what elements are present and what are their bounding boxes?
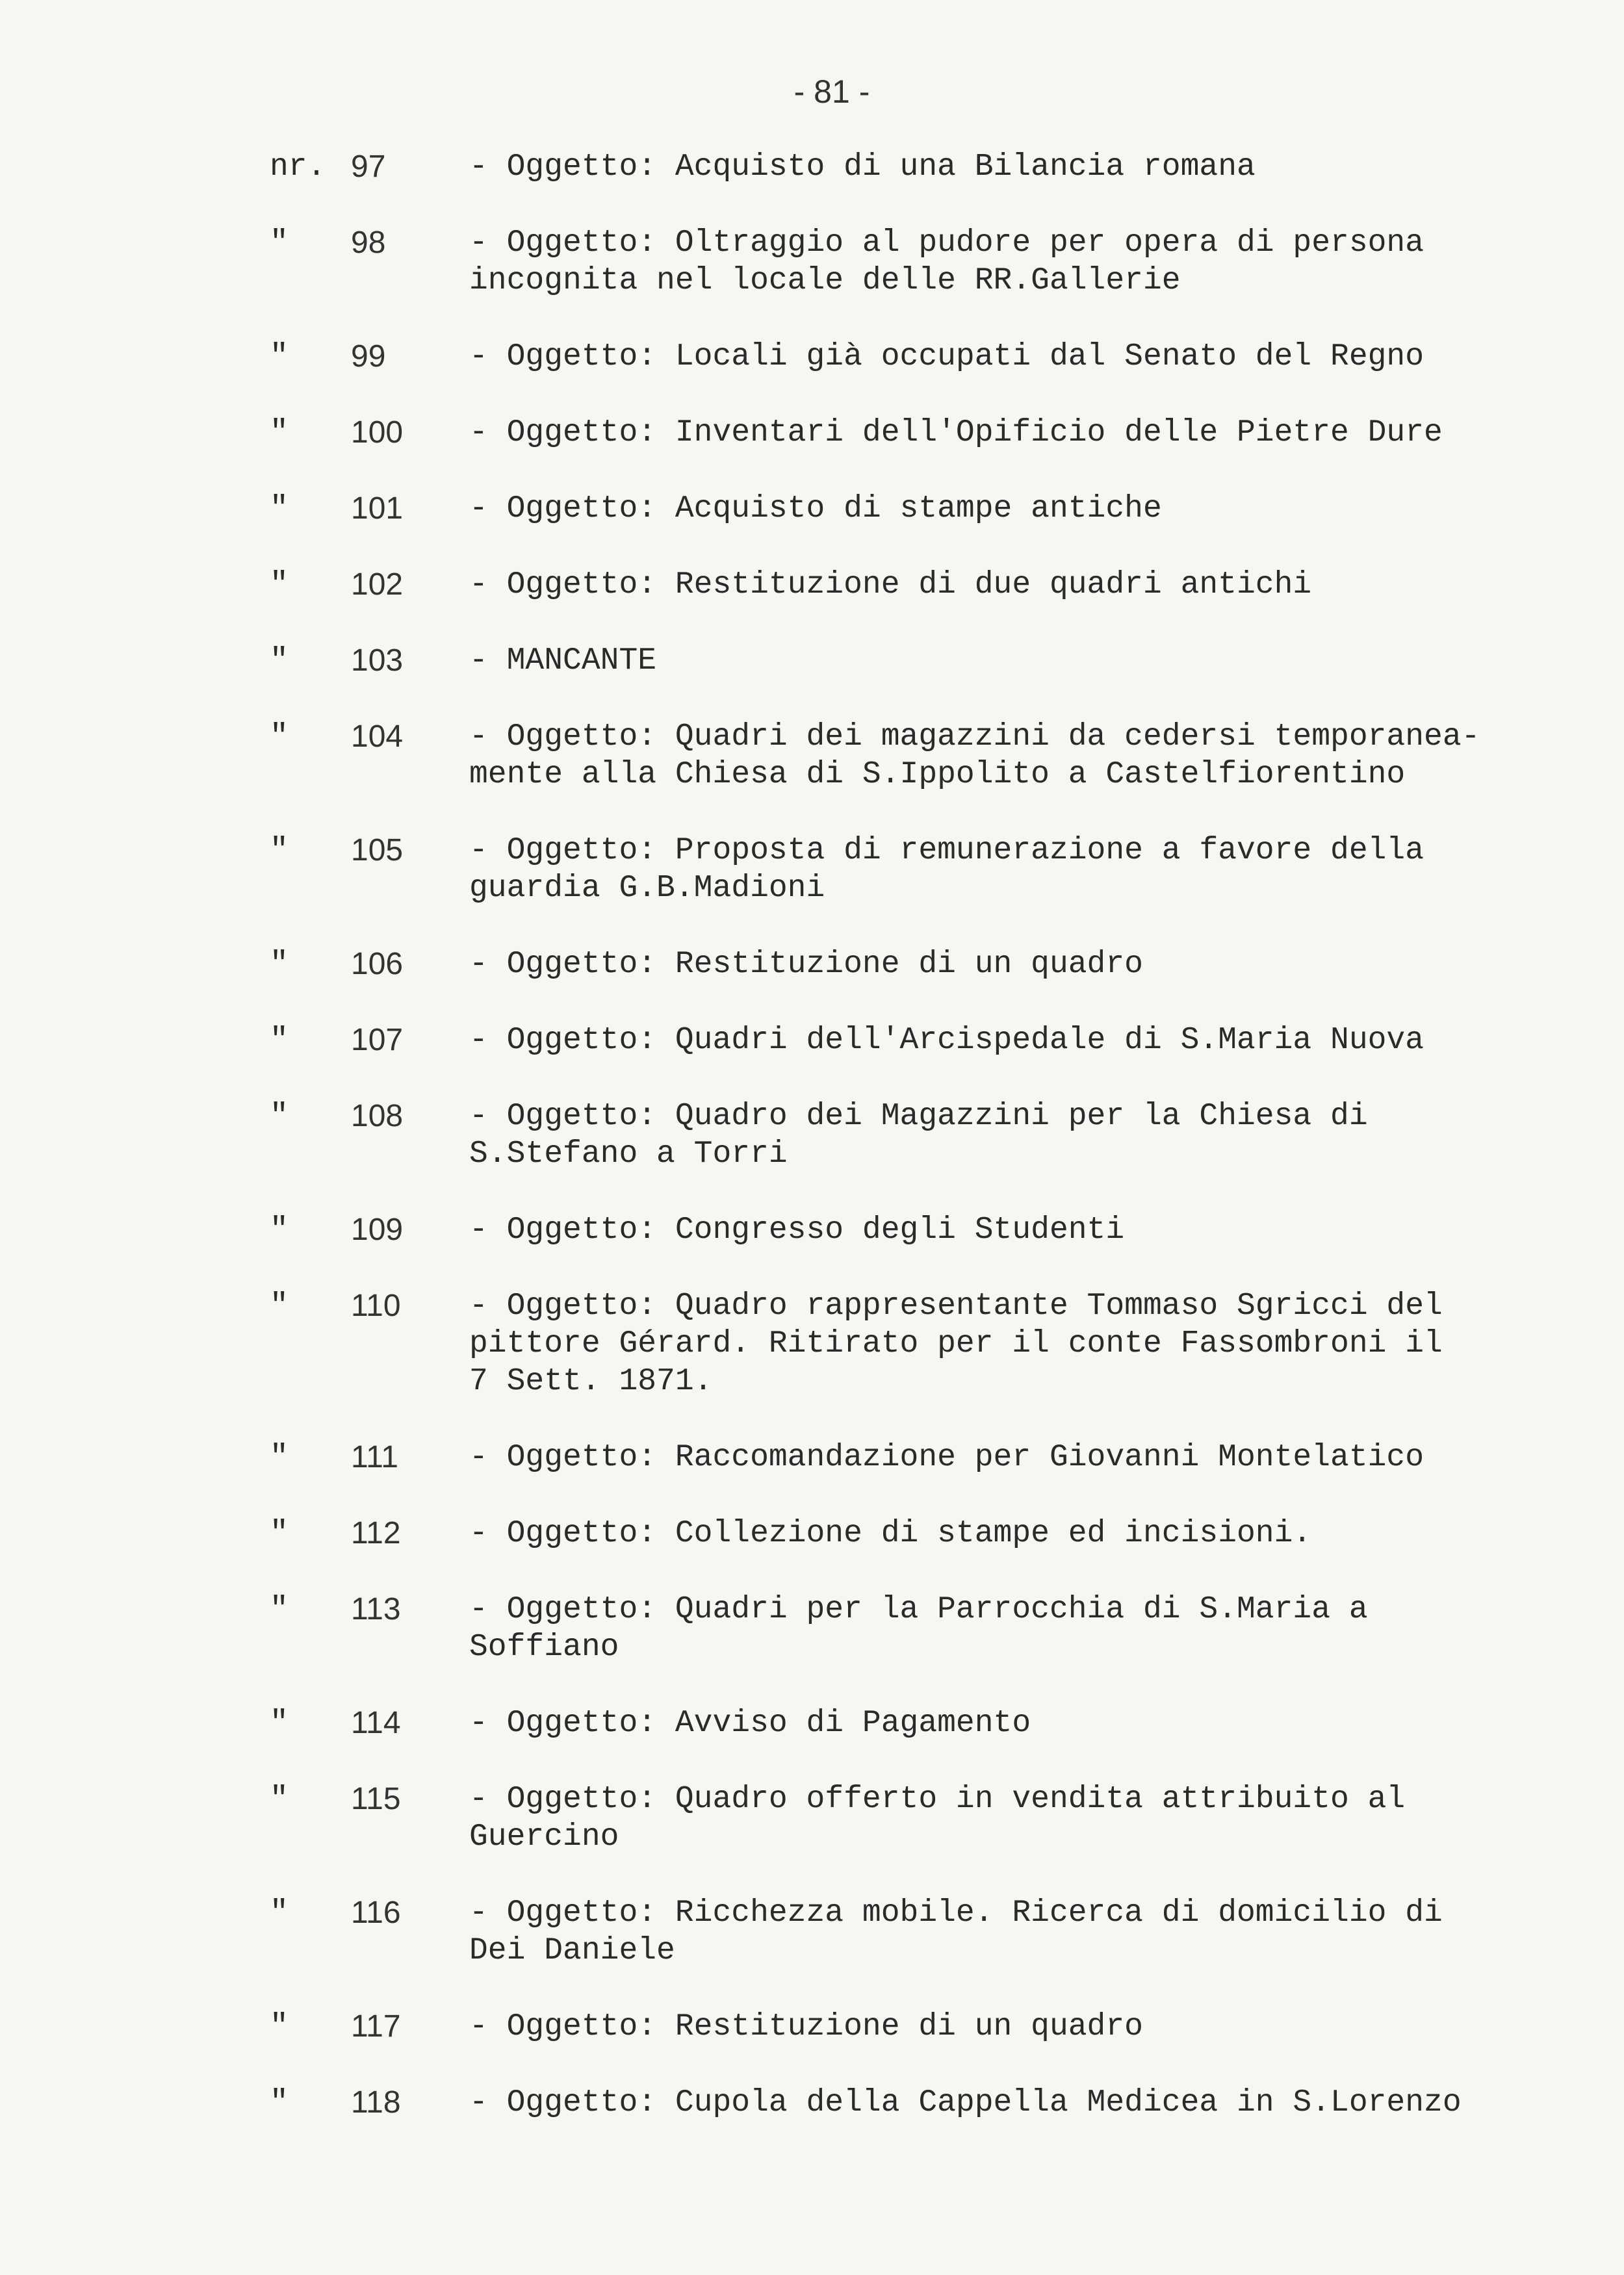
entry-text-line: - Oggetto: Restituzione di un quadro	[469, 2009, 1143, 2044]
entry-prefix: "	[270, 225, 289, 261]
entry-text-line: Soffiano	[469, 1630, 619, 1665]
entry-text	[469, 2008, 1522, 2046]
entry-prefix: "	[270, 1516, 289, 1551]
entry-prefix: "	[270, 1706, 289, 1741]
entry-text-line: - Oggetto: Acquisto di una Bilancia romana	[469, 149, 1256, 185]
entry-text-line: Dei Daniele	[469, 1933, 675, 1968]
entry-text-line: - Oggetto: Ricchezza mobile. Ricerca di domicilio di	[469, 1896, 1443, 1931]
entry-prefix: "	[270, 719, 289, 754]
entry-text-line: - Oggetto: Quadro offerto in vendita attribuito al	[469, 1782, 1406, 1817]
entry-prefix: "	[270, 1592, 289, 1627]
entry-text-line: S.Stefano a Torri	[469, 1137, 788, 1172]
entry-prefix: "	[270, 1782, 289, 1817]
entry-text-line: - Oggetto: Congresso degli Studenti	[469, 1213, 1125, 1248]
entry-text-line: mente alla Chiesa di S.Ippolito a Castelfiorentino	[469, 757, 1406, 792]
entry-text	[469, 642, 1522, 680]
entry-text-line: - Oggetto: Proposta di remunerazione a favore della	[469, 833, 1424, 868]
entry-number: 99	[351, 339, 386, 374]
entry-text-line: - Oggetto: Quadro dei Magazzini per la Chiesa di	[469, 1099, 1368, 1134]
entry-text-line: - Oggetto: Locali già occupati dal Senato del Regno	[469, 339, 1424, 374]
entry-number: 117	[351, 2009, 401, 2044]
entry-number: 111	[351, 1440, 398, 1474]
entry-number: 97	[351, 149, 386, 184]
entry-number: 102	[351, 567, 404, 602]
entry-number: 112	[351, 1516, 401, 1550]
entry-prefix: "	[270, 567, 289, 602]
entry-text	[469, 1211, 1522, 1249]
entry-text-line: - Oggetto: Cupola della Cappella Medicea in S.Lorenzo	[469, 2085, 1462, 2120]
entry-text-line: Guercino	[469, 1819, 619, 1855]
entry-number: 104	[351, 719, 404, 754]
entry-number: 105	[351, 833, 404, 868]
entry-number: 115	[351, 1782, 401, 1816]
entry-text-line: pittore Gérard. Ritirato per il conte Fassombroni il	[469, 1326, 1443, 1361]
entry-text	[469, 1022, 1522, 1059]
entry-text	[469, 1515, 1522, 1552]
entry-prefix: "	[270, 1896, 289, 1931]
entry-text	[469, 1591, 1522, 1666]
entry-text-line: - MANCANTE	[469, 643, 657, 678]
entry-prefix: nr.	[270, 149, 326, 185]
entry-text-line: guardia G.B.Madioni	[469, 871, 825, 906]
entry-text	[469, 945, 1522, 983]
entry-text	[469, 566, 1522, 604]
entry-prefix: "	[270, 947, 289, 982]
entry-prefix: "	[270, 2009, 289, 2044]
entry-text	[469, 338, 1522, 376]
entry-number: 114	[351, 1706, 401, 1740]
entry-number: 109	[351, 1213, 404, 1247]
entry-text	[469, 1780, 1522, 1856]
entry-prefix: "	[270, 491, 289, 526]
entry-text-line: - Oggetto: Raccomandazione per Giovanni Montelatico	[469, 1440, 1424, 1475]
entry-number: 100	[351, 415, 404, 450]
entry-text	[469, 414, 1522, 452]
entry-prefix: "	[270, 1099, 289, 1134]
entry-text-line: - Oggetto: Inventari dell'Opificio delle Pietre Dure	[469, 415, 1443, 450]
entry-text-line: - Oggetto: Quadri dell'Arcispedale di S.Maria Nuova	[469, 1023, 1424, 1058]
entry-text-line: 7 Sett. 1871.	[469, 1364, 713, 1399]
entry-text	[469, 832, 1522, 907]
entry-prefix: "	[270, 2085, 289, 2120]
entry-number: 98	[351, 225, 386, 260]
entry-prefix: "	[270, 1213, 289, 1248]
entry-text	[469, 2084, 1522, 2122]
entry-prefix: "	[270, 1289, 289, 1324]
entry-text	[469, 1439, 1522, 1476]
entry-prefix: "	[270, 339, 289, 374]
page-number: - 81 -	[793, 73, 870, 110]
entry-text-line: - Oggetto: Avviso di Pagamento	[469, 1706, 1031, 1741]
entry-number: 110	[351, 1289, 401, 1323]
entry-prefix: "	[270, 1440, 289, 1475]
entry-text	[469, 148, 1522, 186]
entry-text-line: - Oggetto: Acquisto di stampe antiche	[469, 491, 1162, 526]
entry-text	[469, 1098, 1522, 1173]
entry-number: 108	[351, 1099, 404, 1133]
entry-text-line: - Oggetto: Collezione di stampe ed incisioni.	[469, 1516, 1312, 1551]
entry-number: 106	[351, 947, 404, 981]
entry-text	[469, 1894, 1522, 1970]
entry-number: 103	[351, 643, 404, 678]
entry-text-line: incognita nel locale delle RR.Gallerie	[469, 263, 1181, 298]
entry-text	[469, 490, 1522, 528]
entry-number: 113	[351, 1592, 401, 1626]
entry-text	[469, 1704, 1522, 1742]
entry-text	[469, 718, 1522, 793]
entry-text-line: - Oggetto: Restituzione di un quadro	[469, 947, 1143, 982]
entry-number: 118	[351, 2085, 401, 2120]
entry-text-line: - Oggetto: Quadri per la Parrocchia di S.Maria a	[469, 1592, 1368, 1627]
entry-text-line: - Oggetto: Quadro rappresentante Tommaso Sgricci del	[469, 1289, 1443, 1324]
entry-text	[469, 1287, 1522, 1400]
entry-number: 101	[351, 491, 404, 526]
entry-prefix: "	[270, 1023, 289, 1058]
entry-text	[469, 224, 1522, 300]
entry-number: 107	[351, 1023, 404, 1057]
entry-prefix: "	[270, 643, 289, 678]
entry-text-line: - Oggetto: Quadri dei magazzini da cedersi temporanea-	[469, 719, 1480, 754]
entry-prefix: "	[270, 833, 289, 868]
entry-text-line: - Oggetto: Restituzione di due quadri antichi	[469, 567, 1312, 602]
entry-text-line: - Oggetto: Oltraggio al pudore per opera di persona	[469, 225, 1424, 261]
entry-prefix: "	[270, 415, 289, 450]
entry-number: 116	[351, 1896, 401, 1930]
